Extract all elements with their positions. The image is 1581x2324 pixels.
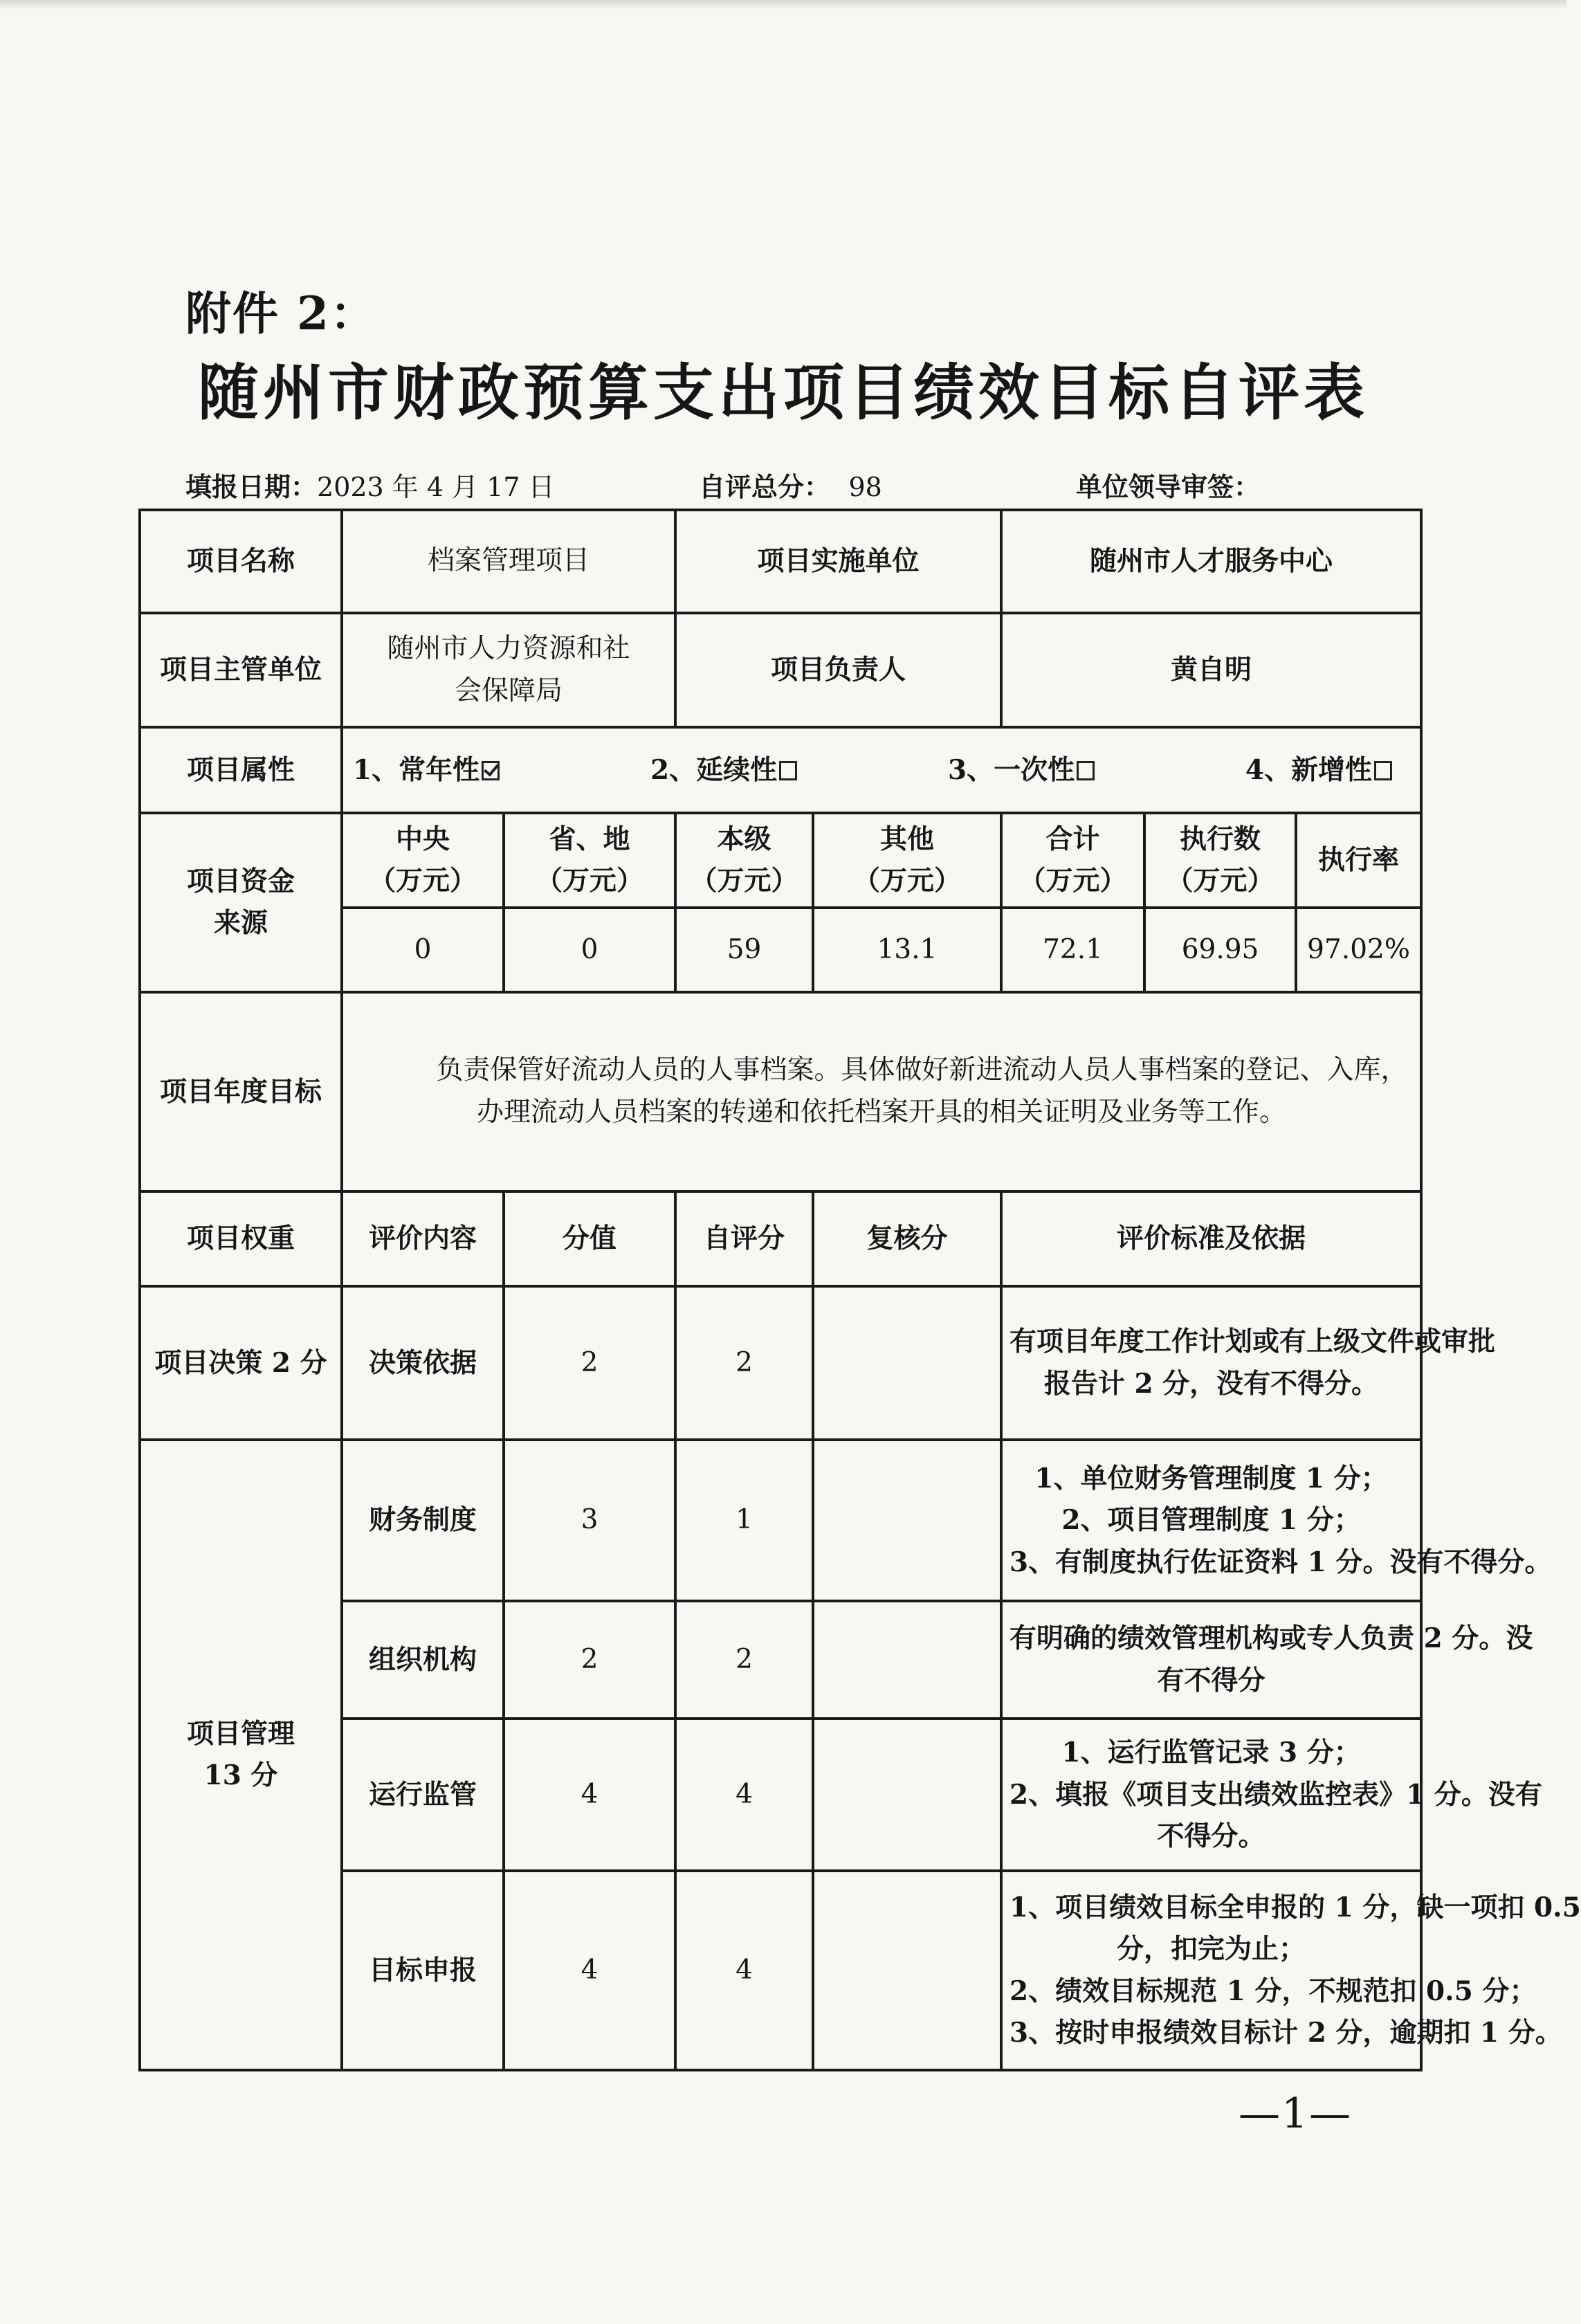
funds-total-value: 72.1 xyxy=(1001,908,1144,992)
score-header-weight: 项目权重 xyxy=(140,1191,342,1286)
self-total-score-value: 98 xyxy=(848,472,882,502)
score-header-self: 自评分 xyxy=(675,1191,813,1286)
project-name-label: 项目名称 xyxy=(140,510,342,613)
impl-unit-label: 项目实施单位 xyxy=(675,510,1001,613)
funds-province-value: 0 xyxy=(504,908,675,992)
supervisor-value xyxy=(342,613,675,727)
leader-value: 黄自明 xyxy=(1001,613,1421,727)
monitoring-points: 4 xyxy=(504,1719,675,1871)
project-attr-options xyxy=(342,727,1421,813)
funds-header-central: 中央 （万元） xyxy=(342,813,504,908)
empty-box-icon xyxy=(1374,761,1392,780)
table-row xyxy=(140,510,1421,613)
attachment-label: 附件 2： xyxy=(185,286,377,340)
table-row xyxy=(140,1286,1421,1440)
target-declare-points: 4 xyxy=(504,1871,675,2070)
finance-system-review-score xyxy=(813,1440,1001,1601)
funds-rate-value: 97.02% xyxy=(1296,908,1421,992)
leader-label: 项目负责人 xyxy=(675,613,1001,727)
attr-option-continuing: 2、延续性 xyxy=(650,749,797,791)
score-header-criteria: 评价标准及依据 xyxy=(1001,1191,1421,1286)
project-name-value: 档案管理项目 xyxy=(342,510,675,613)
scan-edge xyxy=(0,0,1566,10)
evaluation-table xyxy=(138,509,1581,2071)
table-row xyxy=(140,813,1421,908)
decision-points: 2 xyxy=(504,1286,675,1440)
table-row xyxy=(140,1440,1421,1601)
project-attr-label: 项目属性 xyxy=(140,727,342,813)
empty-box-icon xyxy=(779,761,797,780)
attr-option-new: 4、新增性 xyxy=(1245,749,1392,791)
annual-goal-text: 负责保管好流动人员的人事档案。具体做好新进流动人员人事档案的登记、入库，办理流动人员档案的转递和依托档案开具的相关证明及业务等工作。 xyxy=(342,992,1421,1191)
finance-system-self-score: 1 xyxy=(675,1440,813,1601)
empty-box-icon xyxy=(1077,761,1095,780)
table-row xyxy=(140,1191,1421,1286)
finance-system-criteria: 1、单位财务管理制度 1 分； 2、项目管理制度 1 分； 3、有制度执行佐证资料 1 分。没有不得分。 xyxy=(1001,1440,1421,1601)
funds-header-other: 其他 （万元） xyxy=(813,813,1001,908)
impl-unit-value: 随州市人才服务中心 xyxy=(1001,510,1421,613)
self-total-score xyxy=(699,466,882,504)
monitoring-self-score: 4 xyxy=(675,1719,813,1871)
document-title: 随州市财政预算支出项目绩效目标自评表 xyxy=(197,356,1369,428)
organization-content: 组织机构 xyxy=(342,1601,504,1719)
page-number: —1— xyxy=(1239,2089,1353,2138)
supervisor-line-1: 随州市人力资源和社 xyxy=(387,633,630,665)
table-row xyxy=(140,992,1421,1191)
fill-date xyxy=(185,466,555,504)
self-total-score-label: 自评总分： xyxy=(699,471,831,502)
funds-header-rate: 执行率 xyxy=(1296,813,1421,908)
organization-points: 2 xyxy=(504,1601,675,1719)
funds-header-local: 本级 （万元） xyxy=(675,813,813,908)
decision-self-score: 2 xyxy=(675,1286,813,1440)
funds-local-value: 59 xyxy=(675,908,813,992)
funds-header-province: 省、地 （万元） xyxy=(504,813,675,908)
target-declare-review-score xyxy=(813,1871,1001,2070)
funds-header-total: 合计 （万元） xyxy=(1001,813,1144,908)
organization-self-score: 2 xyxy=(675,1601,813,1719)
target-declare-content: 目标申报 xyxy=(342,1871,504,2070)
organization-review-score xyxy=(813,1601,1001,1719)
funds-other-value: 13.1 xyxy=(813,908,1001,992)
supervisor-line-2: 会保障局 xyxy=(455,675,563,706)
funds-source-label: 项目资金 来源 xyxy=(140,813,342,992)
attr-option-regular: 1、常年性 xyxy=(353,749,500,791)
funds-central-value: 0 xyxy=(342,908,504,992)
attr-option-one-time: 3、一次性 xyxy=(948,749,1095,791)
fill-date-label: 填报日期： xyxy=(185,471,318,502)
funds-executed-value: 69.95 xyxy=(1144,908,1296,992)
supervisor-label: 项目主管单位 xyxy=(140,613,342,727)
monitoring-content: 运行监管 xyxy=(342,1719,504,1871)
score-header-content: 评价内容 xyxy=(342,1191,504,1286)
funds-header-executed: 执行数 （万元） xyxy=(1144,813,1296,908)
checked-box-icon xyxy=(482,761,500,780)
score-header-points: 分值 xyxy=(504,1191,675,1286)
target-declare-self-score: 4 xyxy=(675,1871,813,2070)
decision-content: 决策依据 xyxy=(342,1286,504,1440)
score-header-review: 复核分 xyxy=(813,1191,1001,1286)
table-row xyxy=(140,727,1421,813)
target-declare-criteria: 1、项目绩效目标全申报的 1 分，缺一项扣 0.5 分，扣完为止； 2、绩效目标规范 1 分，不规范扣 0.5 分； 3、按时申报绩效目标计 2 分，逾期扣 1 分。 xyxy=(1001,1871,1421,2070)
decision-weight: 项目决策 2 分 xyxy=(140,1286,342,1440)
leader-signature-label: 单位领导审签： xyxy=(1076,471,1261,502)
finance-system-content: 财务制度 xyxy=(342,1440,504,1601)
management-weight: 项目管理 13 分 xyxy=(140,1440,342,2070)
table-row xyxy=(140,613,1421,727)
decision-criteria: 有项目年度工作计划或有上级文件或审批 报告计 2 分，没有不得分。 xyxy=(1001,1286,1421,1440)
monitoring-review-score xyxy=(813,1719,1001,1871)
finance-system-points: 3 xyxy=(504,1440,675,1601)
fill-date-value: 2023 年 4 月 17 日 xyxy=(317,472,555,502)
decision-review-score xyxy=(813,1286,1001,1440)
annual-goal-label: 项目年度目标 xyxy=(140,992,342,1191)
monitoring-criteria: 1、运行监管记录 3 分； 2、填报《项目支出绩效监控表》1 分。没有 不得分。 xyxy=(1001,1719,1421,1871)
organization-criteria: 有明确的绩效管理机构或专人负责 2 分。没 有不得分 xyxy=(1001,1601,1421,1719)
